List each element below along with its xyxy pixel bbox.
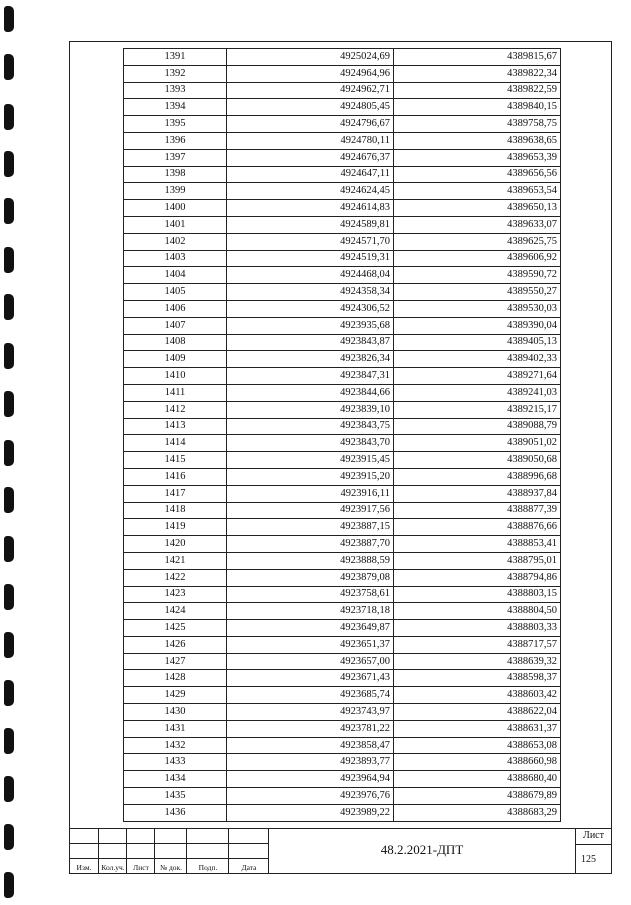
- table-row: [124, 468, 561, 485]
- x-coordinate-cell: 4924805,45: [227, 99, 394, 116]
- point-number-cell: 1422: [124, 569, 227, 586]
- point-number-cell: 1419: [124, 519, 227, 536]
- point-number-cell: 1425: [124, 620, 227, 637]
- point-number-cell: 1407: [124, 317, 227, 334]
- x-coordinate-cell: 4923758,61: [227, 586, 394, 603]
- point-number-cell: 1395: [124, 116, 227, 133]
- x-coordinate-cell: 4923976,76: [227, 788, 394, 805]
- table-row: [124, 317, 561, 334]
- x-coordinate-cell: 4924589,81: [227, 216, 394, 233]
- x-coordinate-cell: 4923893,77: [227, 754, 394, 771]
- table-row: [124, 620, 561, 637]
- point-number-cell: 1426: [124, 636, 227, 653]
- x-coordinate-cell: 4923651,37: [227, 636, 394, 653]
- table-row: [124, 267, 561, 284]
- y-coordinate-cell: 4388683,29: [394, 804, 561, 821]
- table-row: [124, 687, 561, 704]
- y-coordinate-cell: 4389271,64: [394, 368, 561, 385]
- y-coordinate-cell: 4389390,04: [394, 317, 561, 334]
- x-coordinate-cell: 4924647,11: [227, 166, 394, 183]
- point-number-cell: 1406: [124, 300, 227, 317]
- point-number-cell: 1398: [124, 166, 227, 183]
- stamp-label-list: Лист: [133, 863, 149, 872]
- point-number-cell: 1436: [124, 804, 227, 821]
- table-row: [124, 754, 561, 771]
- point-number-cell: 1428: [124, 670, 227, 687]
- y-coordinate-cell: 4388877,39: [394, 502, 561, 519]
- stamp-label-doc-no: № док.: [159, 863, 183, 872]
- y-coordinate-cell: 4388996,68: [394, 468, 561, 485]
- table-row: [124, 116, 561, 133]
- point-number-cell: 1391: [124, 49, 227, 66]
- y-coordinate-cell: 4389402,33: [394, 351, 561, 368]
- x-coordinate-cell: 4923888,59: [227, 552, 394, 569]
- point-number-cell: 1393: [124, 82, 227, 99]
- x-coordinate-cell: 4923718,18: [227, 603, 394, 620]
- y-coordinate-cell: 4389638,65: [394, 132, 561, 149]
- stamp-label-izm: Изм.: [76, 863, 92, 872]
- x-coordinate-cell: 4925024,69: [227, 49, 394, 66]
- y-coordinate-cell: 4389653,39: [394, 149, 561, 166]
- point-number-cell: 1414: [124, 435, 227, 452]
- x-coordinate-cell: 4923935,68: [227, 317, 394, 334]
- x-coordinate-cell: 4923826,34: [227, 351, 394, 368]
- y-coordinate-cell: 4389650,13: [394, 200, 561, 217]
- x-coordinate-cell: 4923671,43: [227, 670, 394, 687]
- y-coordinate-cell: 4389815,67: [394, 49, 561, 66]
- y-coordinate-cell: 4388794,86: [394, 569, 561, 586]
- x-coordinate-cell: 4924519,31: [227, 250, 394, 267]
- point-number-cell: 1400: [124, 200, 227, 217]
- y-coordinate-cell: 4388653,08: [394, 737, 561, 754]
- y-coordinate-cell: 4389215,17: [394, 401, 561, 418]
- table-row: [124, 149, 561, 166]
- point-number-cell: 1394: [124, 99, 227, 116]
- point-number-cell: 1433: [124, 754, 227, 771]
- point-number-cell: 1405: [124, 284, 227, 301]
- point-number-cell: 1421: [124, 552, 227, 569]
- sheet-number: 125: [581, 854, 596, 865]
- table-row: [124, 636, 561, 653]
- table-row: [124, 485, 561, 502]
- y-coordinate-cell: 4388803,33: [394, 620, 561, 637]
- y-coordinate-cell: 4389625,75: [394, 233, 561, 250]
- table-row: [124, 82, 561, 99]
- table-row: [124, 586, 561, 603]
- x-coordinate-cell: 4923657,00: [227, 653, 394, 670]
- title-block: [69, 828, 612, 874]
- y-coordinate-cell: 4388631,37: [394, 720, 561, 737]
- point-number-cell: 1415: [124, 452, 227, 469]
- point-number-cell: 1418: [124, 502, 227, 519]
- table-row: [124, 435, 561, 452]
- point-number-cell: 1430: [124, 704, 227, 721]
- x-coordinate-cell: 4923887,15: [227, 519, 394, 536]
- point-number-cell: 1412: [124, 401, 227, 418]
- table-row: [124, 771, 561, 788]
- x-coordinate-cell: 4924571,70: [227, 233, 394, 250]
- point-number-cell: 1408: [124, 334, 227, 351]
- table-row: [124, 384, 561, 401]
- table-row: [124, 653, 561, 670]
- x-coordinate-cell: 4923843,87: [227, 334, 394, 351]
- y-coordinate-cell: 4388622,04: [394, 704, 561, 721]
- y-coordinate-cell: 4389840,15: [394, 99, 561, 116]
- coordinates-table: [123, 48, 561, 822]
- x-coordinate-cell: 4923844,66: [227, 384, 394, 401]
- y-coordinate-cell: 4388660,98: [394, 754, 561, 771]
- point-number-cell: 1432: [124, 737, 227, 754]
- table-row: [124, 603, 561, 620]
- x-coordinate-cell: 4924676,37: [227, 149, 394, 166]
- y-coordinate-cell: 4388598,37: [394, 670, 561, 687]
- x-coordinate-cell: 4923843,75: [227, 418, 394, 435]
- table-row: [124, 49, 561, 66]
- point-number-cell: 1420: [124, 536, 227, 553]
- table-row: [124, 300, 561, 317]
- x-coordinate-cell: 4923847,31: [227, 368, 394, 385]
- table-row: [124, 788, 561, 805]
- y-coordinate-cell: 4389530,03: [394, 300, 561, 317]
- x-coordinate-cell: 4923887,70: [227, 536, 394, 553]
- point-number-cell: 1416: [124, 468, 227, 485]
- table-row: [124, 401, 561, 418]
- point-number-cell: 1431: [124, 720, 227, 737]
- x-coordinate-cell: 4924624,45: [227, 183, 394, 200]
- table-row: [124, 166, 561, 183]
- point-number-cell: 1410: [124, 368, 227, 385]
- y-coordinate-cell: 4388853,41: [394, 536, 561, 553]
- x-coordinate-cell: 4923879,08: [227, 569, 394, 586]
- table-row: [124, 200, 561, 217]
- point-number-cell: 1429: [124, 687, 227, 704]
- x-coordinate-cell: 4923743,97: [227, 704, 394, 721]
- table-row: [124, 250, 561, 267]
- table-row: [124, 452, 561, 469]
- y-coordinate-cell: 4388639,32: [394, 653, 561, 670]
- y-coordinate-cell: 4389822,59: [394, 82, 561, 99]
- y-coordinate-cell: 4388680,40: [394, 771, 561, 788]
- y-coordinate-cell: 4388795,01: [394, 552, 561, 569]
- binding-marks: [4, 0, 16, 905]
- point-number-cell: 1424: [124, 603, 227, 620]
- point-number-cell: 1403: [124, 250, 227, 267]
- x-coordinate-cell: 4924964,96: [227, 65, 394, 82]
- x-coordinate-cell: 4923964,94: [227, 771, 394, 788]
- x-coordinate-cell: 4923915,45: [227, 452, 394, 469]
- x-coordinate-cell: 4923843,70: [227, 435, 394, 452]
- point-number-cell: 1409: [124, 351, 227, 368]
- x-coordinate-cell: 4923858,47: [227, 737, 394, 754]
- y-coordinate-cell: 4388937,84: [394, 485, 561, 502]
- point-number-cell: 1401: [124, 216, 227, 233]
- table-row: [124, 65, 561, 82]
- table-row: [124, 737, 561, 754]
- y-coordinate-cell: 4389241,03: [394, 384, 561, 401]
- y-coordinate-cell: 4388679,89: [394, 788, 561, 805]
- table-row: [124, 536, 561, 553]
- y-coordinate-cell: 4388717,57: [394, 636, 561, 653]
- y-coordinate-cell: 4389550,27: [394, 284, 561, 301]
- point-number-cell: 1423: [124, 586, 227, 603]
- table-row: [124, 216, 561, 233]
- stamp-label-date: Дата: [241, 863, 257, 872]
- table-row: [124, 720, 561, 737]
- point-number-cell: 1402: [124, 233, 227, 250]
- x-coordinate-cell: 4923915,20: [227, 468, 394, 485]
- table-row: [124, 132, 561, 149]
- point-number-cell: 1427: [124, 653, 227, 670]
- x-coordinate-cell: 4923839,10: [227, 401, 394, 418]
- point-number-cell: 1417: [124, 485, 227, 502]
- point-number-cell: 1392: [124, 65, 227, 82]
- y-coordinate-cell: 4389758,75: [394, 116, 561, 133]
- table-row: [124, 552, 561, 569]
- x-coordinate-cell: 4923916,11: [227, 485, 394, 502]
- y-coordinate-cell: 4389405,13: [394, 334, 561, 351]
- point-number-cell: 1396: [124, 132, 227, 149]
- table-row: [124, 233, 561, 250]
- table-row: [124, 351, 561, 368]
- x-coordinate-cell: 4924796,67: [227, 116, 394, 133]
- table-row: [124, 418, 561, 435]
- table-row: [124, 502, 561, 519]
- x-coordinate-cell: 4923781,22: [227, 720, 394, 737]
- stamp-label-podp: Подп.: [198, 863, 218, 872]
- y-coordinate-cell: 4389088,79: [394, 418, 561, 435]
- x-coordinate-cell: 4923917,56: [227, 502, 394, 519]
- point-number-cell: 1435: [124, 788, 227, 805]
- table-row: [124, 569, 561, 586]
- y-coordinate-cell: 4389822,34: [394, 65, 561, 82]
- y-coordinate-cell: 4389051,02: [394, 435, 561, 452]
- point-number-cell: 1399: [124, 183, 227, 200]
- x-coordinate-cell: 4924780,11: [227, 132, 394, 149]
- table-row: [124, 804, 561, 821]
- table-row: [124, 670, 561, 687]
- point-number-cell: 1411: [124, 384, 227, 401]
- x-coordinate-cell: 4924306,52: [227, 300, 394, 317]
- y-coordinate-cell: 4389633,07: [394, 216, 561, 233]
- x-coordinate-cell: 4923685,74: [227, 687, 394, 704]
- document-number: 48.2.2021-ДПТ: [380, 842, 464, 857]
- table-row: [124, 99, 561, 116]
- x-coordinate-cell: 4924962,71: [227, 82, 394, 99]
- y-coordinate-cell: 4389050,68: [394, 452, 561, 469]
- y-coordinate-cell: 4389590,72: [394, 267, 561, 284]
- stamp-label-kol-uch: Кол.уч.: [101, 863, 125, 872]
- y-coordinate-cell: 4388804,50: [394, 603, 561, 620]
- x-coordinate-cell: 4924358,34: [227, 284, 394, 301]
- y-coordinate-cell: 4389653,54: [394, 183, 561, 200]
- point-number-cell: 1397: [124, 149, 227, 166]
- table-row: [124, 704, 561, 721]
- x-coordinate-cell: 4923989,22: [227, 804, 394, 821]
- table-row: [124, 519, 561, 536]
- point-number-cell: 1434: [124, 771, 227, 788]
- y-coordinate-cell: 4389656,56: [394, 166, 561, 183]
- x-coordinate-cell: 4923649,87: [227, 620, 394, 637]
- x-coordinate-cell: 4924468,04: [227, 267, 394, 284]
- y-coordinate-cell: 4389606,92: [394, 250, 561, 267]
- table-row: [124, 284, 561, 301]
- x-coordinate-cell: 4924614,83: [227, 200, 394, 217]
- table-row: [124, 334, 561, 351]
- table-row: [124, 368, 561, 385]
- point-number-cell: 1413: [124, 418, 227, 435]
- table-row: [124, 183, 561, 200]
- y-coordinate-cell: 4388603,42: [394, 687, 561, 704]
- sheet-label: Лист: [583, 830, 604, 841]
- y-coordinate-cell: 4388803,15: [394, 586, 561, 603]
- y-coordinate-cell: 4388876,66: [394, 519, 561, 536]
- point-number-cell: 1404: [124, 267, 227, 284]
